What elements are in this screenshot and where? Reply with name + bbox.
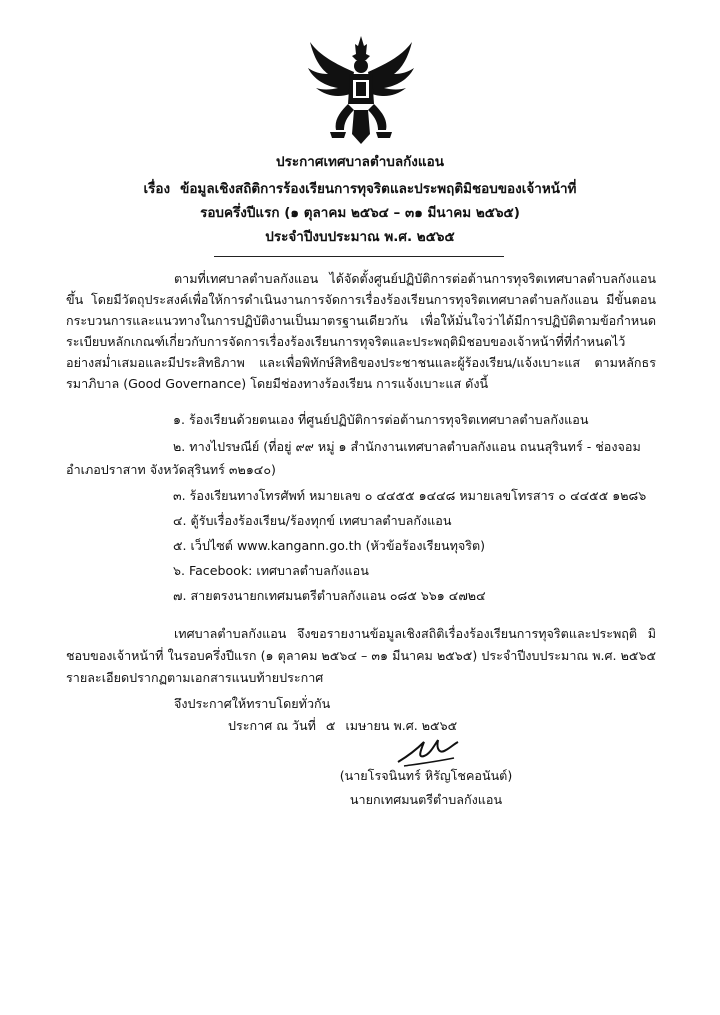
channel-item-1: ๑. ร้องเรียนด้วยตนเอง ที่ศูนย์ปฏิบัติการต่อต้านการทุจริตเทศบาลตำบลกังแอน (173, 412, 589, 427)
subject-text: ข้อมูลเชิงสถิติการร้องเรียนการทุจริตและประพฤติมิชอบของเจ้าหน้าที่ (180, 181, 577, 197)
closing-sentence: จึงประกาศให้ทราบโดยทั่วกัน (174, 696, 331, 711)
channel-item-2-continued: อำเภอปราสาท จังหวัดสุรินทร์ ๓๒๑๔๐) (66, 462, 276, 477)
signer-name: (นายโรจนินทร์ หิรัญโชคอนันต์) (339, 768, 513, 783)
announcement-period: รอบครึ่งปีแรก (๑ ตุลาคม ๒๕๖๔ – ๓๑ มีนาคม ๒๕๖๕) (200, 205, 520, 221)
channel-item-4: ๔. ตู้รับเรื่องร้องเรียน/ร้องทุกข์ เทศบาลตำบลกังแอน (173, 513, 452, 528)
announcement-subject (0, 179, 720, 199)
report-paragraph: เทศบาลตำบลกังแอน จึงขอรายงานข้อมูลเชิงสถิติเรื่องร้องเรียนการทุจริตและประพฤติ มิชอบของเจ้าหน้าที่ ในรอบครึ่งปีแรก (๑ ตุลาคม ๒๕๖๔ – ๓๑ มีนาคม ๒๕๖๕) ประจำปีงบประมาณ พ.ศ. ๒๕๖๕ รายละเอียดปรากฏตามเอกสารแนบท้ายประกาศ (66, 626, 656, 685)
garuda-emblem-icon (306, 34, 416, 146)
announcement-title: ประกาศเทศบาลตำบลกังแอน (276, 154, 444, 170)
announcement-fiscal-year: ประจำปีงบประมาณ พ.ศ. ๒๕๖๕ (265, 229, 455, 245)
date-month-year: เมษายน พ.ศ. ๒๕๖๕ (345, 718, 458, 733)
header-divider (214, 256, 504, 257)
channel-item-3: ๓. ร้องเรียนทางโทรศัพท์ หมายเลข ๐ ๔๔๕๕ ๑๔๔๘ หมายเลขโทรสาร ๐ ๔๔๕๕ ๑๒๘๖ (173, 488, 647, 503)
channel-item-5: ๕. เว็ปไซต์ www.kangann.go.th (หัวข้อร้องเรียนทุจริต) (173, 538, 486, 553)
date-prefix: ประกาศ ณ วันที่ (228, 718, 316, 733)
subject-label: เรื่อง (143, 181, 171, 197)
intro-paragraph: ตามที่เทศบาลตำบลกังแอน ได้จัดตั้งศูนย์ปฏิบัติการต่อต้านการทุจริตเทศบาลตำบลกังแอน ขึ้น โดยมีวัตถุประสงค์เพื่อให้การดำเนินงานการจัดการเรื่องร้องเรียนการทุจริตเทศบาลตำบลกังแอน มีขั้นตอน กระบวนการและแนวทางในการปฏิบัติงานเป็นมาตรฐานเดียวกัน เพื่อให้มั่นใจว่าได้มีการปฏิบัติตามข้อกำหนด ระเบียบหลักเกณฑ์เกี่ยวกับการจัดการเรื่องร้องเรียนการทุจริตและประพฤติมิชอบของเจ้าหน้าที่ที่กำหนดไว้ อย่างสม่ำเสมอและมีประสิทธิภาพ และเพื่อพิทักษ์สิทธิของประชาชนและผู้ร้องเรียน/แจ้งเบาะแส ตามหลักธรรมาภิบาล (Good Governance) โดยมีช่องทางร้องเรียน การแจ้งเบาะแส ดังนี้ (66, 271, 656, 391)
signer-position: นายกเทศมนตรีตำบลกังแอน (349, 792, 503, 807)
date-day: ๕ (325, 718, 336, 733)
channel-item-6: ๖. Facebook: เทศบาลตำบลกังแอน (173, 563, 369, 578)
channel-item-7: ๗. สายตรงนายกเทศมนตรีตำบลกังแอน ๐๘๕ ๖๖๑ ๔๗๒๔ (173, 588, 486, 603)
channel-item-2: ๒. ทางไปรษณีย์ (ที่อยู่ ๙๙ หมู่ ๑ สำนักงานเทศบาลตำบลกังแอน ถนนสุรินทร์ - ช่องจอม (173, 439, 641, 454)
